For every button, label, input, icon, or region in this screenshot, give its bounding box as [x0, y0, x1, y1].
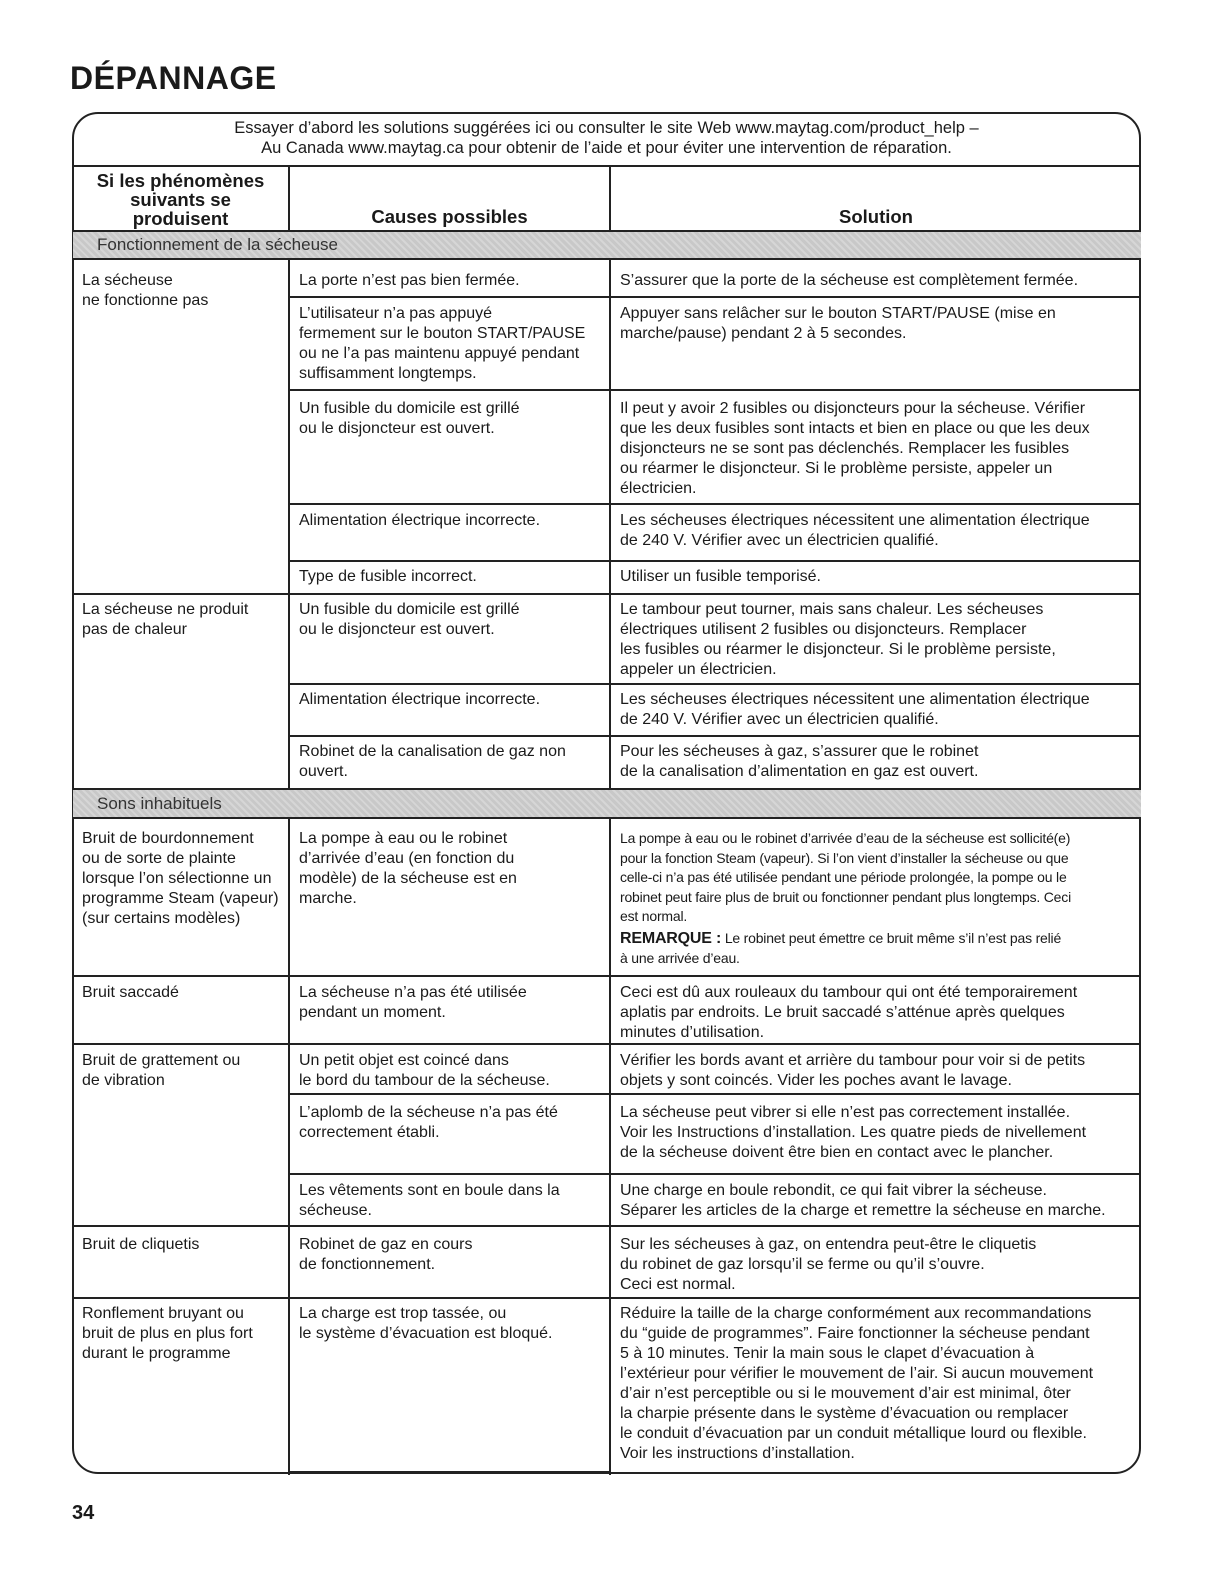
- section-band-operation: [73, 230, 1141, 260]
- intro-text: [74, 118, 1139, 158]
- row-rule: [288, 296, 1141, 298]
- solution-cell: Le tambour peut tourner, mais sans chaleur. Les sécheuses électriques utilisent 2 fusibles ou disjoncteurs. Remplacer les fusibles ou réarmer le disjoncteur. Si le problème persiste, appeler un électricien.: [620, 601, 1056, 678]
- cause-cell: L’utilisateur n’a pas appuyé fermement sur le bouton START/PAUSE ou ne l’a pas maintenu appuyé pendant suffisamment longtemps.: [299, 305, 586, 382]
- causes-column-header: Causes possibles: [371, 206, 528, 227]
- cause-cell: La pompe à eau ou le robinet d’arrivée d’eau (en fonction du modèle) de la sécheuse est en marche.: [299, 830, 517, 907]
- note-text: Le robinet peut émettre ce bruit même s’il n’est pas relié à une arrivée d’eau.: [620, 930, 1062, 966]
- row-rule: [288, 389, 1141, 391]
- solution-cell: Utiliser un fusible temporisé.: [620, 568, 821, 585]
- intro-line-2: Au Canada www.maytag.ca pour obtenir de l’aide et pour éviter une intervention de réparation.: [261, 139, 952, 157]
- cause-cell: L’aplomb de la sécheuse n’a pas été correctement établi.: [299, 1104, 558, 1141]
- row-rule: [288, 1093, 1141, 1095]
- solution-cell: Les sécheuses électriques nécessitent une alimentation électrique de 240 V. Vérifier avec un électricien qualifié.: [620, 512, 1090, 549]
- row-rule: [73, 975, 1141, 977]
- note-label: REMARQUE :: [620, 930, 722, 947]
- row-rule: [288, 1173, 1141, 1175]
- solution-note: [620, 929, 1140, 968]
- symptom-no-run: La sécheuse ne fonctionne pas: [82, 272, 209, 309]
- solution-cell: Une charge en boule rebondit, ce qui fait vibrer la sécheuse. Séparer les articles de la charge et remettre la sécheuse en marche.: [620, 1182, 1106, 1219]
- cause-cell: Un petit objet est coincé dans le bord du tambour de la sécheuse.: [299, 1052, 550, 1089]
- solution-cell: S’assurer que la porte de la sécheuse est complètement fermée.: [620, 272, 1079, 289]
- row-rule: [73, 1297, 1141, 1299]
- row-rule: [288, 503, 1141, 505]
- cause-cell: Un fusible du domicile est grillé ou le disjoncteur est ouvert.: [299, 400, 520, 437]
- symptoms-column-header: Si les phénomènes suivants se produisent: [96, 170, 265, 229]
- symptom-click: Bruit de cliquetis: [82, 1236, 200, 1253]
- column-divider-2: [609, 260, 611, 790]
- cause-cell: La porte n’est pas bien fermée.: [299, 272, 520, 289]
- row-rule: [73, 1225, 1141, 1227]
- symptom-thump: Bruit saccadé: [82, 984, 179, 1001]
- cause-cell: Alimentation électrique incorrecte.: [299, 691, 541, 708]
- cause-cell: Robinet de la canalisation de gaz non ouvert.: [299, 743, 566, 780]
- row-rule: [288, 1471, 609, 1473]
- solution-cell: Il peut y avoir 2 fusibles ou disjoncteurs pour la sécheuse. Vérifier que les deux fusibles sont intacts et bien en place ou que les deux disjoncteurs ne se sont pas déclenchés. Remplacer les fusibles ou réarmer le disjoncteur. Si le problème persiste, appeler un électricien.: [620, 400, 1090, 497]
- solution-cell: La pompe à eau ou le robinet d’arrivée d’eau de la sécheuse est sollicité(e) pour la fonction Steam (vapeur). Si l’on vient d’installer la sécheuse ou que celle-ci n’a pas été utilisée pendant une période prolongée, la pompe ou le robinet peut faire plus de bruit ou fonctionner pendant plus longtemps. Ceci est normal.: [620, 830, 1071, 924]
- solution-cell: Sur les sécheuses à gaz, on entendra peut-être le cliquetis du robinet de gaz lorsqu’il se ferme ou qu’il s’ouvre. Ceci est normal.: [620, 1236, 1037, 1293]
- solution-cell: Appuyer sans relâcher sur le bouton START/PAUSE (mise en marche/pause) pendant 2 à 5 secondes.: [620, 305, 1056, 342]
- table-top-rule: [73, 165, 1141, 167]
- page-title: DÉPANNAGE: [70, 60, 277, 96]
- solution-cell: Ceci est dû aux rouleaux du tambour qui ont été temporairement aplatis par endroits. Le bruit saccadé s’atténue après quelques minutes d’utilisation.: [620, 984, 1078, 1041]
- symptom-scrape: Bruit de grattement ou de vibration: [82, 1052, 241, 1089]
- symptom-roar: Ronflement bruyant ou bruit de plus en plus fort durant le programme: [82, 1305, 253, 1362]
- section-band-noises: [73, 788, 1141, 819]
- row-rule: [73, 1043, 1141, 1045]
- row-rule: [288, 560, 1141, 562]
- symptom-hum: Bruit de bourdonnement ou de sorte de plainte lorsque l’on sélectionne un programme Steam (vapeur) (sur certains modèles): [82, 830, 279, 927]
- row-rule: [288, 735, 1141, 737]
- column-divider-1: [288, 260, 290, 790]
- row-rule: [73, 593, 1141, 595]
- cause-cell: Les vêtements sont en boule dans la sécheuse.: [299, 1182, 560, 1219]
- solution-cell: Pour les sécheuses à gaz, s’assurer que le robinet de la canalisation d’alimentation en gaz est ouvert.: [620, 743, 979, 780]
- solution-column-header: Solution: [839, 206, 913, 227]
- cause-cell: Un fusible du domicile est grillé ou le disjoncteur est ouvert.: [299, 601, 520, 638]
- solution-cell: Réduire la taille de la charge conformément aux recommandations du “guide de programmes”. Faire fonctionner la sécheuse pendant 5 à 10 minutes. Tenir la main sous le clapet d’évacuation à l’extérieur pour vérifier le mouvement de l’air. Si aucun mouvement d’air n’est perceptible ou si le mouvement d’air est minimal, ôter la charpie présente dans le système d’évacuation ou remplacer le conduit d’évacuation par un conduit métallique lourd ou flexible. Voir les instructions d’installation.: [620, 1305, 1094, 1462]
- solution-cell: Vérifier les bords avant et arrière du tambour pour voir si de petits objets y sont coincés. Vider les poches avant le lavage.: [620, 1052, 1086, 1089]
- cause-cell: La charge est trop tassée, ou le système d’évacuation est bloqué.: [299, 1305, 553, 1342]
- cause-cell: Robinet de gaz en cours de fonctionnement.: [299, 1236, 473, 1273]
- column-divider-1: [288, 819, 290, 1475]
- column-divider-2: [609, 819, 611, 1475]
- section-title: Sons inhabituels: [97, 793, 222, 813]
- solution-cell: La sécheuse peut vibrer si elle n’est pas correctement installée. Voir les Instructions d’installation. Les quatre pieds de nivellement de la sécheuse doivent être bien en contact avec le plancher.: [620, 1104, 1087, 1161]
- symptom-no-heat: La sécheuse ne produit pas de chaleur: [82, 601, 249, 638]
- section-title: Fonctionnement de la sécheuse: [97, 235, 338, 254]
- intro-line-1: Essayer d’abord les solutions suggérées ici ou consulter le site Web www.maytag.com/product_help –: [234, 119, 979, 137]
- page-number: 34: [72, 1502, 95, 1524]
- cause-cell: Alimentation électrique incorrecte.: [299, 512, 541, 529]
- row-rule: [288, 683, 1141, 685]
- cause-cell: La sécheuse n’a pas été utilisée pendant un moment.: [299, 984, 527, 1021]
- solution-cell: Les sécheuses électriques nécessitent une alimentation électrique de 240 V. Vérifier avec un électricien qualifié.: [620, 691, 1090, 728]
- cause-cell: Type de fusible incorrect.: [299, 568, 477, 585]
